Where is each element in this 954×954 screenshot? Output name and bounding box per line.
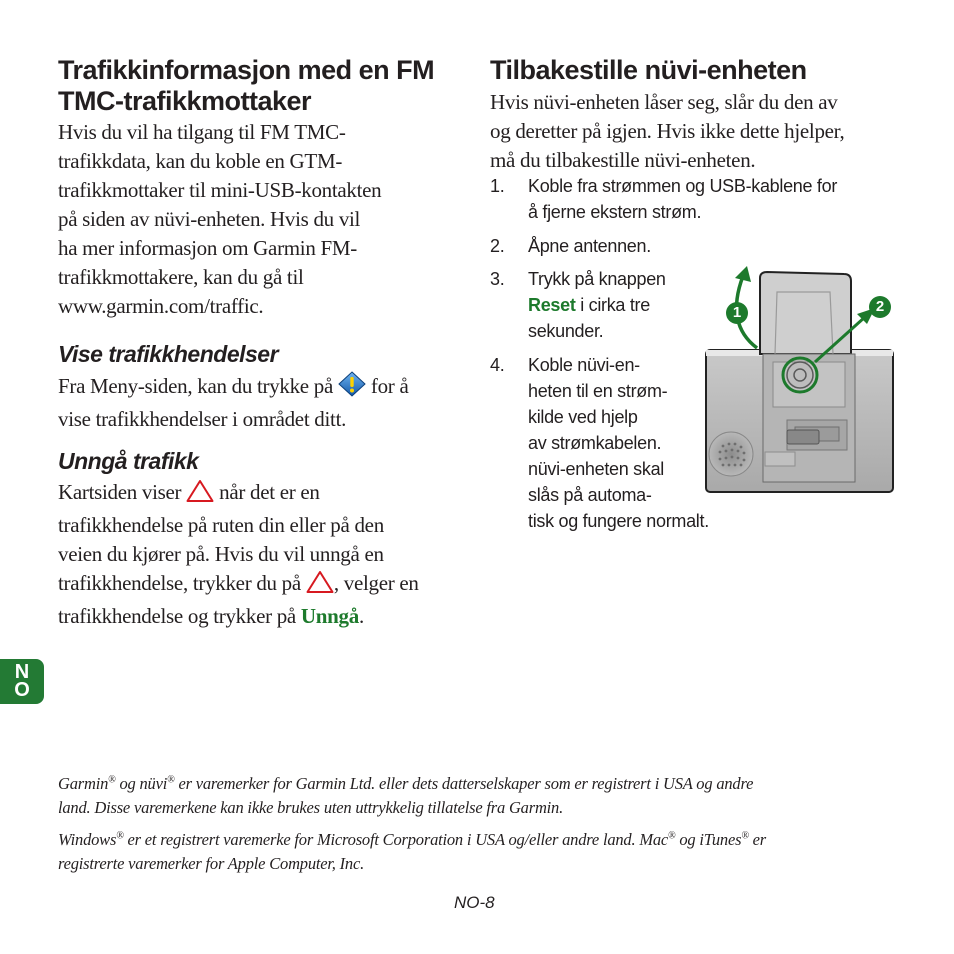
step-3: 3. Trykk på knappen Reset i cirka tre sekunder. bbox=[490, 269, 666, 341]
step-1: 1. Koble fra strømmen og USB-kablene for å fjerne ekstern strøm. bbox=[490, 176, 838, 222]
warning-triangle-button-icon[interactable] bbox=[306, 570, 334, 602]
avoid-traffic-body: Kartsiden viser når det er en trafikkhendelse på ruten din eller på den veien du kjører på. Hvis du vil unngå en trafikkhendelse, trykker du på , velger en trafikkhendelse og trykker på Unngå. bbox=[58, 480, 419, 628]
step-2: 2. Åpne antennen. bbox=[490, 236, 651, 256]
traffic-tmc-body: Hvis du vil ha tilgang til FM TMC- trafikkdata, kan du koble en GTM- trafikkmottaker til mini-USB-kontakten på siden av nüvi-enheten. Hvis du vil ha mer informasjon om Garmin FM- trafikkmottakere, kan du gå til www.garmin.com/traffic. bbox=[58, 118, 468, 321]
avoid-button-label[interactable]: Unngå bbox=[300, 604, 359, 628]
callout-1: 1 bbox=[726, 302, 748, 324]
nuvi-back-illustration bbox=[705, 262, 905, 497]
section-title-reset: Tilbakestille nüvi-enheten bbox=[490, 55, 807, 85]
view-events-body: Fra Meny-siden, kan du trykke på for å vise trafikkhendelser i området ditt. bbox=[58, 371, 468, 434]
reset-button-label[interactable]: Reset bbox=[528, 295, 576, 315]
step-4: 4. Koble nüvi-en- heten til en strøm- kilde ved hjelp av strømkabelen. nüvi-enheten skal slås på automa- tisk og fungere normalt. bbox=[490, 355, 709, 531]
traffic-info-icon[interactable] bbox=[338, 371, 366, 405]
section-title-view-events: Vise trafikkhendelser bbox=[58, 341, 279, 367]
trademark-footnote-others: Windows® er et registrert varemerke for Microsoft Corporation i USA og/eller andre land. Mac® og iTunes® er registrerte varemerker for Apple Computer, Inc. bbox=[58, 830, 766, 873]
section-title-avoid-traffic: Unngå trafikk bbox=[58, 448, 199, 474]
reset-intro: Hvis nüvi-enheten låser seg, slår du den av og deretter på igjen. Hvis ikke dette hjelper, må du tilbakestille nüvi-enheten. bbox=[490, 90, 845, 172]
language-tab: N O bbox=[0, 659, 44, 704]
trademark-footnote-garmin: Garmin® og nüvi® er varemerker for Garmin Ltd. eller dets datterselskaper som er registrert i USA og andre land. Disse varemerkene kan ikke brukes uten uttrykkelig tillatelse fra Garmin. bbox=[58, 774, 754, 817]
page-number: NO-8 bbox=[454, 893, 495, 912]
callout-2: 2 bbox=[869, 296, 891, 318]
traffic-url-link[interactable]: www.garmin.com/traffic. bbox=[58, 294, 264, 318]
warning-triangle-icon bbox=[186, 479, 214, 511]
section-title-traffic-tmc: Trafikkinformasjon med en FM TMC-trafikkmottaker bbox=[58, 55, 435, 116]
